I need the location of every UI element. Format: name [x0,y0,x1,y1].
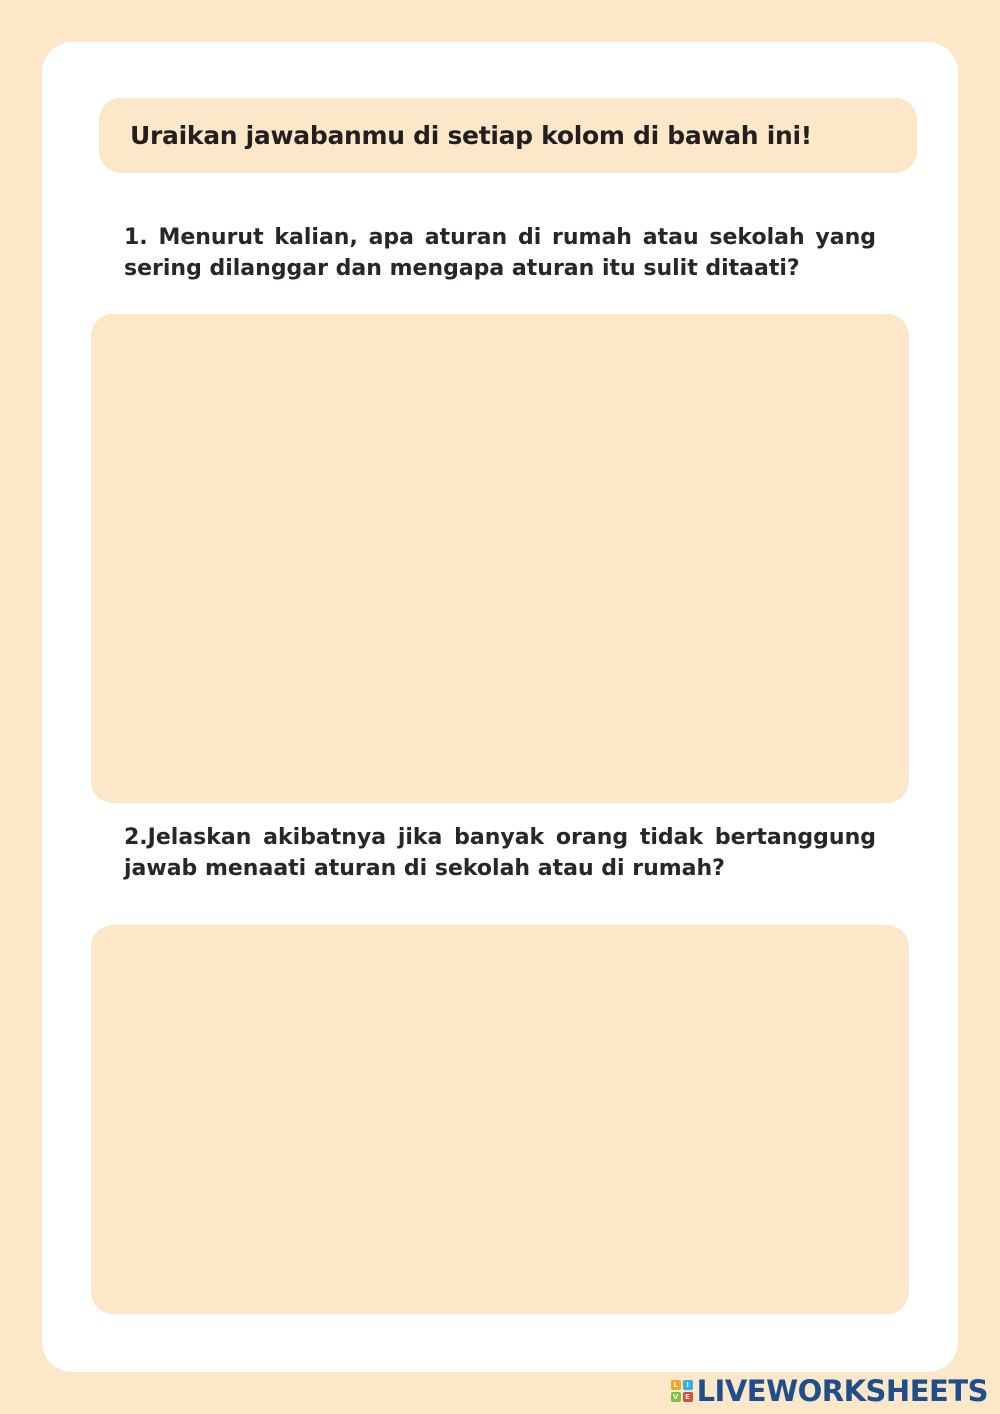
instruction-text: Uraikan jawabanmu di setiap kolom di bawah ini! [130,121,812,150]
liveworksheets-branding [671,1374,988,1408]
question-2-text: 2.Jelaskan akibatnya jika banyak orang tidak bertanggung jawab menaati aturan di sekolah atau di rumah? [124,825,876,881]
answer-box-2[interactable] [91,925,909,1314]
instruction-banner [99,98,917,173]
question-1-text: 1. Menurut kalian, apa aturan di rumah atau sekolah yang sering dilanggar dan mengapa aturan itu sulit ditaati? [124,225,876,281]
answer-box-1[interactable] [91,314,909,803]
liveworksheets-logo-icon: L I V E [671,1380,693,1402]
brand-name: LIVEWORKSHEETS [696,1374,988,1408]
